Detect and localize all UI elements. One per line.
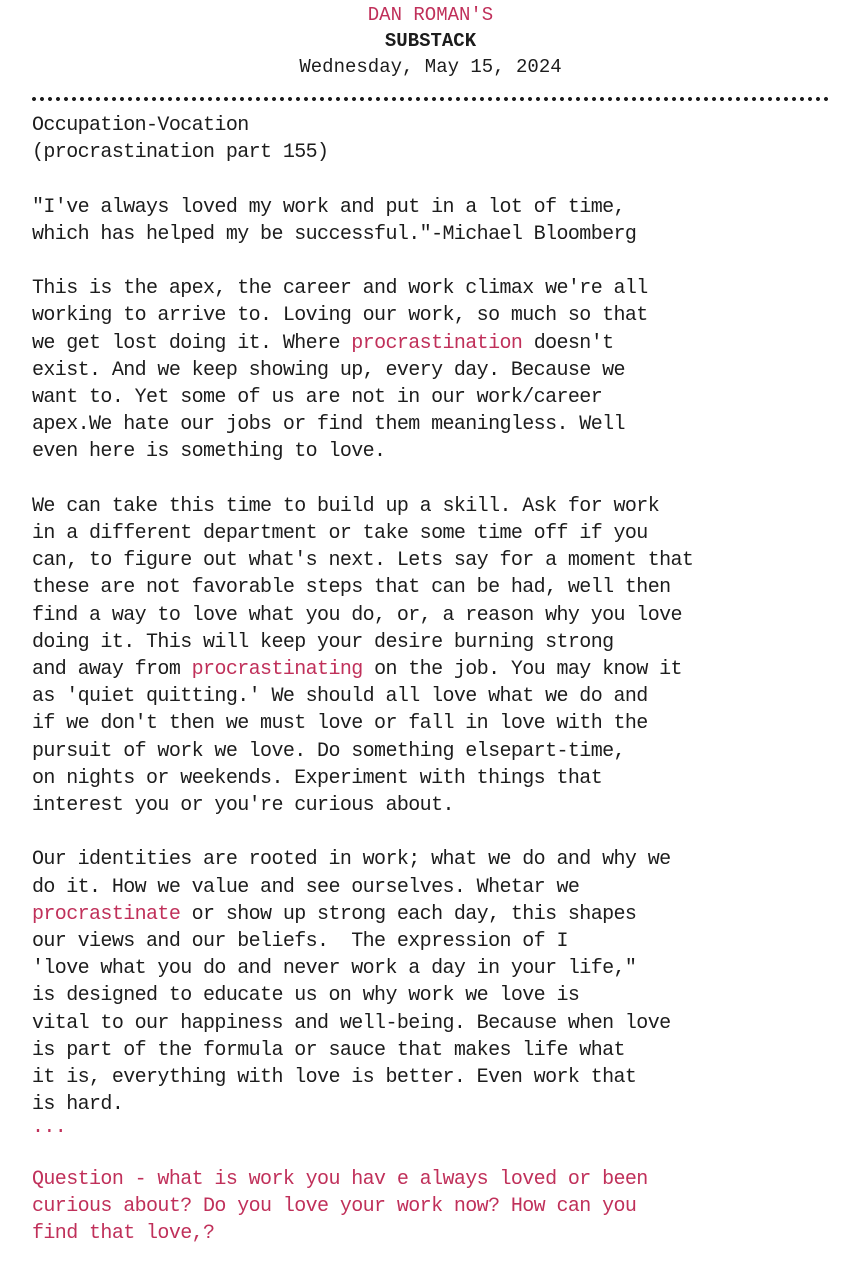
publication-name: SUBSTACK [384, 30, 477, 52]
p3-line-3b: or show up strong each day, this shapes [180, 902, 637, 926]
closing-question [32, 1166, 847, 1248]
brand-name: DAN ROMAN'S [367, 4, 494, 26]
section-ellipsis: ... [32, 1116, 67, 1140]
question-line-2: curious about? Do you love your work now? How can you [32, 1194, 637, 1218]
p3-line-1: Our identities are rooted in work; what we do and why we [32, 848, 671, 872]
p1-line-3a: we get lost doing it. Where [32, 331, 352, 355]
p3-line-2: do it. How we value and see ourselves. Whetar we [32, 875, 580, 899]
p2-line-8: as 'quiet quitting.' We should all love what we do and [32, 685, 648, 709]
quote-line-2: which has helped my be successful."-Michael Bloomberg [32, 222, 637, 246]
p1-line-4: exist. And we keep showing up, every day. Because we [32, 358, 625, 382]
p3-line-4: our views and our beliefs. The expression of I [32, 930, 568, 954]
p1-line-7: even here is something to love. [32, 440, 386, 464]
p2-line-2: in a different department or take some time off if you [32, 522, 648, 545]
p2-highlight-procrastinating: procrastinating [191, 658, 363, 682]
article-title [32, 112, 847, 166]
p2-line-1: We can take this time to build up a skill. Ask for work [32, 494, 660, 518]
quote-block [32, 194, 847, 248]
p3-highlight-procrastinate: procrastinate [32, 902, 181, 926]
paragraph-apex [32, 275, 847, 465]
paragraph-skills [32, 493, 847, 819]
quote-line-1: "I've always loved my work and put in a lot of time, [32, 195, 625, 219]
paragraph-identities [32, 846, 847, 1118]
p3-line-6: is designed to educate us on why work we love is [32, 984, 580, 1008]
p3-line-7: vital to our happiness and well-being. Because when love [32, 1011, 671, 1035]
p2-line-11: on nights or weekends. Experiment with things that [32, 766, 603, 790]
p1-highlight-procrastination: procrastination [351, 331, 523, 355]
p1-line-2: working to arrive to. Loving our work, so much so that [32, 304, 648, 328]
p1-line-3c: doesn't [522, 331, 614, 355]
masthead [0, 0, 861, 80]
p3-line-10: is hard. [32, 1093, 124, 1117]
p2-line-12: interest you or you're curious about. [32, 794, 454, 818]
p1-line-6: apex.We hate our jobs or find them meaningless. Well [32, 413, 625, 437]
p3-line-8: is part of the formula or sauce that makes life what [32, 1038, 625, 1062]
title-line-2: (procrastination part 155) [32, 141, 329, 165]
article-body [32, 112, 847, 1274]
p2-line-10: pursuit of work we love. Do something elsepart-time, [32, 739, 625, 763]
p3-line-9: it is, everything with love is better. Even work that [32, 1066, 637, 1090]
p3-line-5: 'love what you do and never work a day in your life," [32, 957, 637, 981]
p2-line-3: can, to figure out what's next. Lets say for a moment that [32, 549, 694, 573]
p2-line-7c: on the job. You may know it [362, 658, 682, 682]
dotted-divider [30, 96, 830, 102]
question-line-3: find that love,? [32, 1222, 215, 1246]
p2-line-7a: and away from [32, 658, 192, 682]
p1-line-1: This is the apex, the career and work climax we're all [32, 277, 648, 301]
p2-line-5: find a way to love what you do, or, a reason why you love [32, 603, 682, 627]
p2-line-4: these are not favorable steps that can be had, well then [32, 576, 671, 600]
title-line-1: Occupation-Vocation [32, 114, 249, 137]
p1-line-5: want to. Yet some of us are not in our work/career [32, 386, 603, 409]
question-line-1: Question - what is work you hav e always loved or been [32, 1167, 648, 1191]
post-date: Wednesday, May 15, 2024 [299, 56, 562, 78]
p2-line-6: doing it. This will keep your desire burning strong [32, 630, 614, 654]
p2-line-9: if we don't then we must love or fall in love with the [32, 712, 648, 736]
